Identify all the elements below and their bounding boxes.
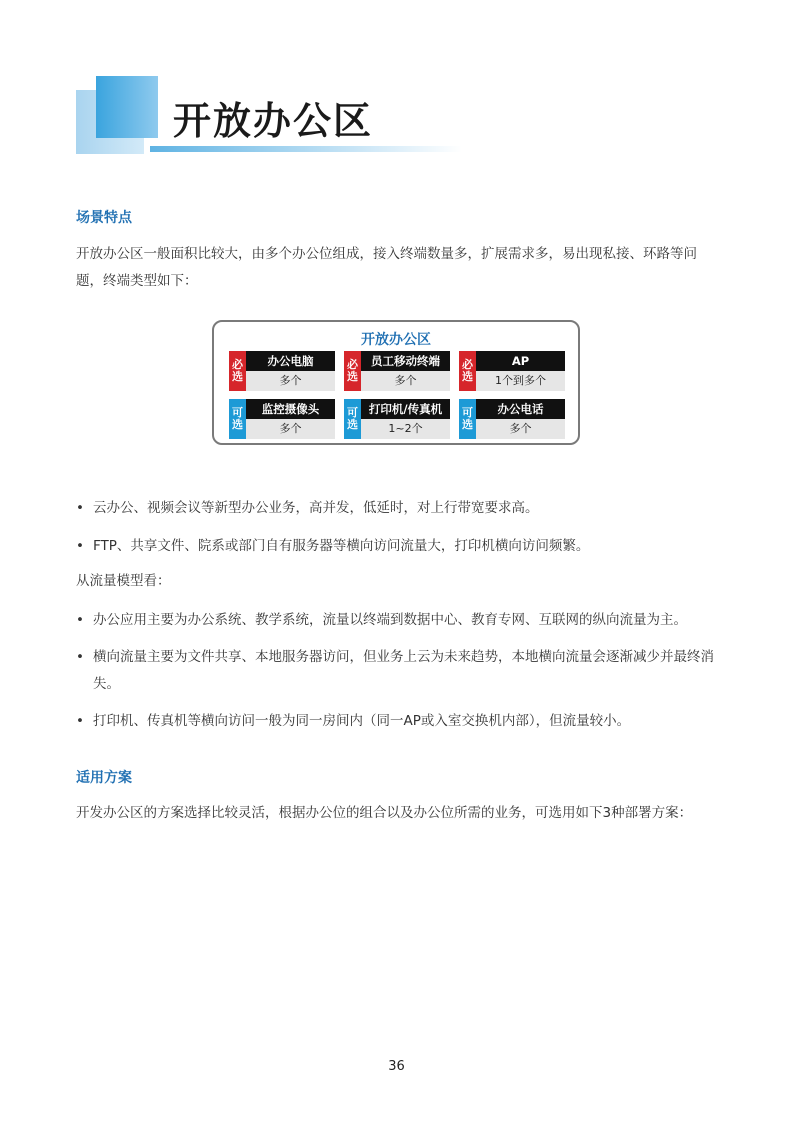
bullet-icon: • xyxy=(76,538,84,554)
page-number: 36 xyxy=(388,1059,405,1074)
scene-heading: 场景特点 xyxy=(76,210,132,226)
flow-intro: 从流量模型看： xyxy=(76,573,171,589)
terminal-name: 办公电脑 xyxy=(246,351,335,371)
list-item: • 办公应用主要为办公系统、教学系统，流量以终端到数据中心、教育专网、互联网的纵向流量为主。 xyxy=(76,607,718,634)
optional-tag: 可 选 xyxy=(229,399,246,439)
bullet-icon: • xyxy=(76,649,84,665)
list-item: • 打印机、传真机等横向访问一般为同一房间内（同一AP或入室交换机内部），但流量较小。 xyxy=(76,708,718,735)
terminal-name: AP xyxy=(476,351,565,371)
solution-text: 开发办公区的方案选择比较灵活，根据办公位的组合以及办公位所需的业务，可选用如下3种部署方案： xyxy=(76,805,693,821)
required-tag: 必 选 xyxy=(344,351,361,391)
terminal-cell-phone xyxy=(459,399,565,439)
terminal-cell-printer xyxy=(344,399,450,439)
terminal-cell-office-pc xyxy=(229,351,335,391)
header-decoration-dark xyxy=(96,76,158,138)
terminal-type-diagram xyxy=(212,320,580,445)
terminal-name: 打印机/传真机 xyxy=(361,399,450,419)
required-tag: 必 选 xyxy=(229,351,246,391)
bullet-icon: • xyxy=(76,500,84,516)
solution-heading: 适用方案 xyxy=(76,770,132,786)
terminal-cell-mobile xyxy=(344,351,450,391)
optional-tag: 可 选 xyxy=(459,399,476,439)
list-item: • 云办公、视频会议等新型办公业务，高并发，低延时，对上行带宽要求高。 xyxy=(76,495,718,522)
terminal-quantity: 多个 xyxy=(361,371,450,391)
terminal-quantity: 多个 xyxy=(246,419,335,439)
page-title: 开放办公区 xyxy=(173,99,374,143)
header-underline xyxy=(150,146,462,152)
scene-intro: 开放办公区一般面积比较大，由多个办公位组成，接入终端数量多，扩展需求多，易出现私接、环路等问题，终端类型如下： xyxy=(76,246,697,289)
terminal-name: 监控摄像头 xyxy=(246,399,335,419)
terminal-name: 员工移动终端 xyxy=(361,351,450,371)
bullet-icon: • xyxy=(76,713,84,729)
list-item: • FTP、共享文件、院系或部门自有服务器等横向访问流量大，打印机横向访问频繁。 xyxy=(76,533,718,560)
terminal-name: 办公电话 xyxy=(476,399,565,419)
bullet-icon: • xyxy=(76,612,84,628)
optional-tag: 可 选 xyxy=(344,399,361,439)
required-tag: 必 选 xyxy=(459,351,476,391)
terminal-quantity: 1个到多个 xyxy=(476,371,565,391)
list-item: • 横向流量主要为文件共享、本地服务器访问，但业务上云为未来趋势，本地横向流量会逐渐减少并最终消失。 xyxy=(76,644,718,698)
terminal-quantity: 1~2个 xyxy=(361,419,450,439)
terminal-cell-camera xyxy=(229,399,335,439)
terminal-cell-ap xyxy=(459,351,565,391)
terminal-quantity: 多个 xyxy=(246,371,335,391)
terminal-quantity: 多个 xyxy=(476,419,565,439)
diagram-title: 开放办公区 xyxy=(361,332,431,348)
